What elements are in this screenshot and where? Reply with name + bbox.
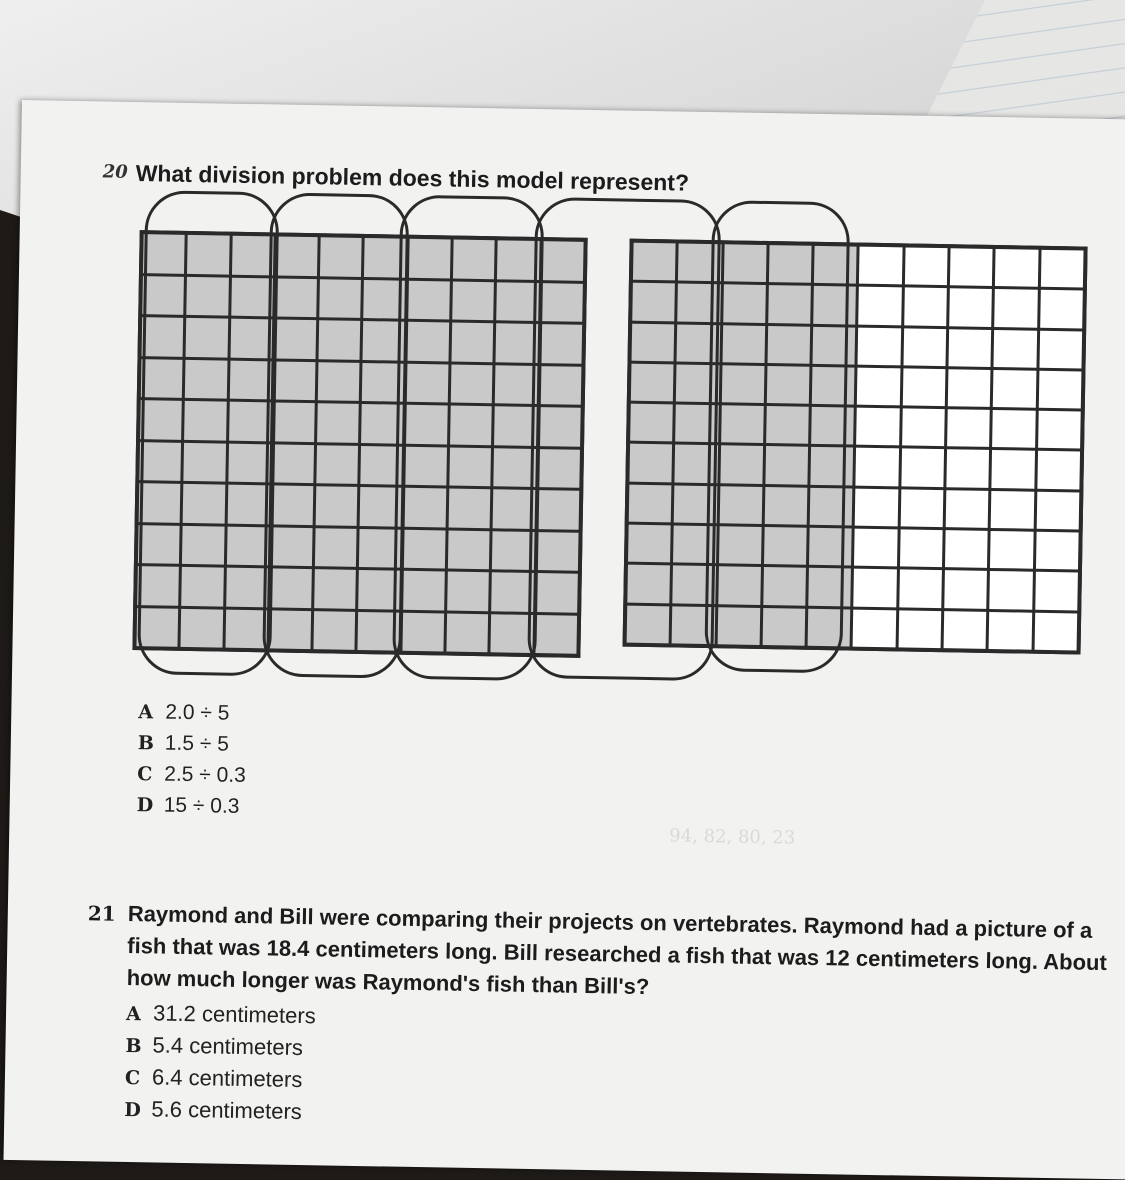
choice-a[interactable] — [126, 1000, 316, 1035]
grid-cell — [1036, 532, 1079, 570]
choice-text: 6.4 centimeters — [151, 1064, 303, 1093]
choice-b[interactable] — [137, 731, 246, 764]
grid-cell — [990, 571, 1033, 609]
choice-letter: D — [124, 1098, 142, 1122]
grid-cell — [904, 288, 947, 326]
grid-cell — [901, 449, 944, 487]
grid-cell — [898, 610, 941, 648]
grid-cell — [946, 490, 989, 528]
grid-cell — [859, 287, 902, 325]
choice-text: 5.4 centimeters — [152, 1032, 304, 1061]
choice-d[interactable] — [124, 1096, 314, 1131]
choice-letter: A — [138, 701, 154, 724]
question-20-choices — [136, 700, 247, 826]
question-20-number: 20 — [102, 161, 128, 183]
worksheet-page — [4, 100, 1125, 1180]
grid-cell — [945, 530, 988, 568]
grid-cell — [857, 408, 900, 446]
grid-cell — [857, 368, 900, 406]
question-21-text: Raymond and Bill were comparing their projects on vertebrates. Raymond had a picture of a fish that was 18.4 centimeters long. Bill researched a fish that was 12 centimeters long. About how much longer was Raymond's fish than Bill's? — [126, 900, 1108, 1000]
choice-text: 2.0 ÷ 5 — [165, 700, 230, 725]
choice-text: 2.5 ÷ 0.3 — [164, 762, 247, 788]
grid-cell — [902, 409, 945, 447]
grid-cell — [854, 569, 897, 607]
grid-cell — [992, 450, 1035, 488]
grid-cell — [1039, 330, 1082, 368]
grid-cell — [903, 368, 946, 406]
choice-letter: B — [137, 732, 155, 755]
grid-cell — [1040, 290, 1083, 328]
grid-cell — [950, 248, 993, 286]
group-loop-3 — [392, 195, 544, 681]
grid-cell — [1034, 612, 1077, 650]
grid-cell — [946, 450, 989, 488]
grid-cell — [990, 531, 1033, 569]
grid-cell — [858, 327, 901, 365]
choice-d[interactable] — [136, 793, 245, 826]
grid-cell — [905, 247, 948, 285]
choice-text: 15 ÷ 0.3 — [163, 793, 240, 818]
grid-cell — [994, 330, 1037, 368]
grid-cell — [991, 491, 1034, 529]
choice-a[interactable] — [138, 700, 247, 733]
grid-cell — [900, 489, 943, 527]
question-21-choices — [124, 1000, 316, 1131]
grid-cell — [989, 612, 1032, 650]
choice-text: 31.2 centimeters — [152, 1000, 316, 1029]
grid-cell — [995, 289, 1038, 327]
grid-cell — [900, 529, 943, 567]
grid-cell — [856, 448, 899, 486]
grid-cell — [853, 609, 896, 647]
choice-c[interactable] — [125, 1064, 315, 1099]
choice-letter: D — [136, 794, 154, 817]
choice-c[interactable] — [137, 762, 246, 795]
grid-cell — [859, 247, 902, 285]
choice-text: 1.5 ÷ 5 — [164, 731, 230, 756]
group-loop-1 — [137, 190, 279, 676]
grid-cell — [1038, 411, 1081, 449]
group-loop-5 — [704, 200, 850, 673]
choice-letter: A — [125, 1002, 142, 1026]
grid-cell — [993, 370, 1036, 408]
grid-cell — [1035, 572, 1078, 610]
grid-cell — [947, 409, 990, 447]
decimal-grid-model — [132, 190, 1100, 697]
grid-cell — [899, 570, 942, 608]
choice-letter: B — [125, 1034, 142, 1058]
grid-cell — [1037, 451, 1080, 489]
grid-cell — [995, 249, 1038, 287]
grid-cell — [903, 328, 946, 366]
show-through-sequence: 94, 82, 80, 23 — [669, 825, 796, 849]
question-21-number: 21 — [87, 901, 116, 926]
grid-cell — [948, 369, 991, 407]
grid-cell — [1038, 371, 1081, 409]
choice-letter: C — [124, 1066, 141, 1090]
grid-cell — [949, 289, 992, 327]
grid-cell — [1036, 492, 1079, 530]
grid-cell — [855, 488, 898, 526]
grid-cell — [992, 410, 1035, 448]
grid-cell — [949, 329, 992, 367]
grid-cell — [944, 611, 987, 649]
grid-cell — [1041, 250, 1084, 288]
group-loop-2 — [262, 192, 409, 678]
choice-letter: C — [137, 763, 153, 786]
grid-cell — [854, 529, 897, 567]
choice-text: 5.6 centimeters — [151, 1096, 303, 1125]
grid-cell — [944, 571, 987, 609]
question-20-text: What division problem does this model represent? — [135, 159, 690, 196]
choice-b[interactable] — [125, 1032, 315, 1067]
group-loop-4 — [527, 197, 721, 681]
